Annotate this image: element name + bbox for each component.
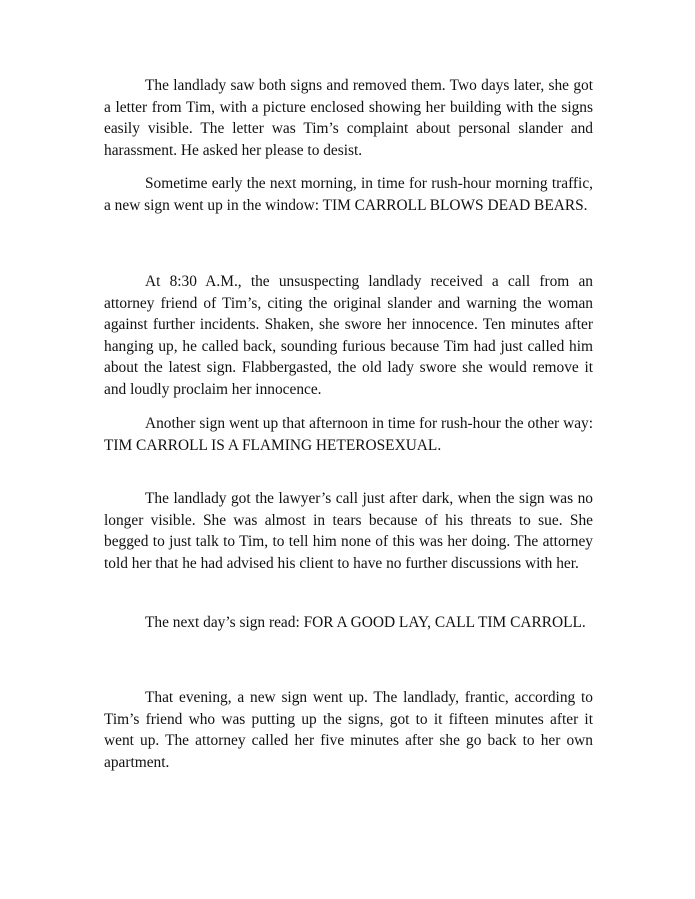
paragraph-afternoon-sign: Another sign went up that afternoon in time for rush-hour the other way: TIM CARROLL IS A FLAMING HETEROSEXUAL. (104, 415, 593, 454)
paragraph-signs-removed: The landlady saw both signs and removed them. Two days later, she got a letter from Tim, with a picture enclosed showing her building with the signs easily visible. The letter was Tim’s complaint about personal slander and harassment. He asked her please to desist. (104, 77, 593, 159)
paragraph-next-day-sign: The next day’s sign read: FOR A GOOD LAY, CALL TIM CARROLL. (145, 614, 586, 631)
paragraph-attorney-call: At 8:30 A.M., the unsuspecting landlady received a call from an attorney friend of Tim’s, citing the original slander and warning the woman against further incidents. Shaken, she swore her innocence. Ten minutes after hanging up, he called back, sounding furious because Tim had just called him about the latest sign. Flabbergasted, the old lady swore she would remove it and loudly proclaim her innocence. (104, 273, 593, 398)
paragraph-morning-sign: Sometime early the next morning, in time for rush-hour morning traffic, a new sign went up in the window: TIM CARROLL BLOWS DEAD BEARS. (104, 175, 593, 214)
paragraph-lawyer-call-after-dark: The landlady got the lawyer’s call just after dark, when the sign was no longer visible. She was almost in tears because of his threats to sue. She begged to just talk to Tim, to tell him none of this was her doing. The attorney told her that he had advised his client to have no further discussions with her. (104, 490, 593, 572)
paragraph-evening-sign: That evening, a new sign went up. The landlady, frantic, according to Tim’s friend who was putting up the signs, got to it fifteen minutes after it went up. The attorney called her five minutes after she go back to her own apartment. (104, 689, 593, 771)
